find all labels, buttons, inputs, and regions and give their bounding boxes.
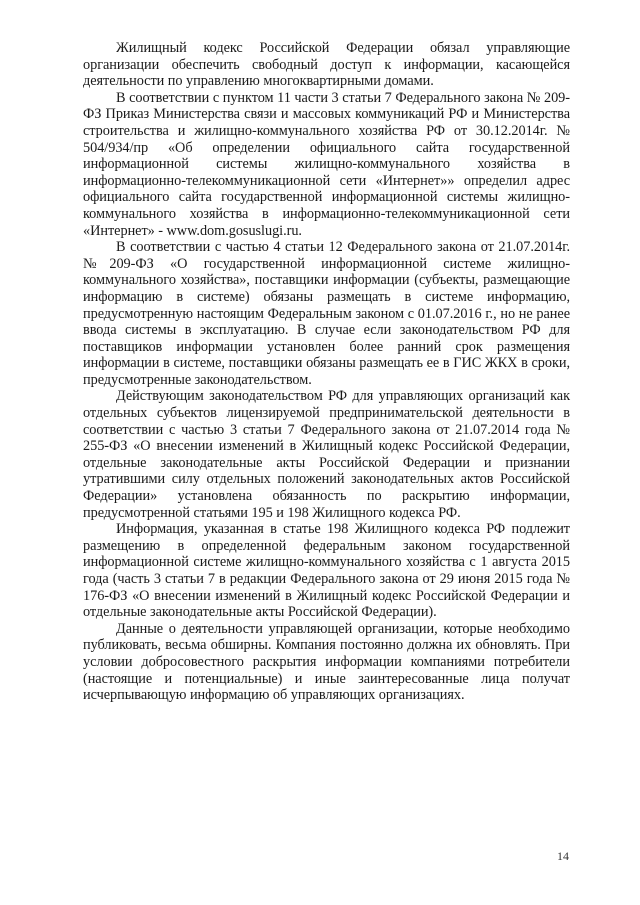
paragraph-official-site: В соответствии с пунктом 11 части 3 статьи 7 Федерального закона № 209-ФЗ Приказ Министерства связи и массовых коммуникаций РФ и Министерства строительства и жилищно-коммунального хозяйства РФ от 30.12.2014г. № 504/934/пр «Об определении официального сайта государственной информационной системы жилищно-коммунального хозяйства в информационно-телекоммуникационной сети «Интернет»» определил адрес официального сайта государственной информационной системы жилищно-коммунального хозяйства в информационно-телекоммуникационной сети «Интернет» - www.dom.gosuslugi.ru. xyxy=(83,89,570,239)
paragraph-information-providers: В соответствии с частью 4 статьи 12 Федерального закона от 21.07.2014г. №209-ФЗ «О государственной информационной системе жилищно-коммунального хозяйства», поставщики информации (субъекты, размещающие информацию в системе) обязаны размещать в системе информацию, предусмотренную настоящим Федеральным законом с 01.07.2016 г., но не ранее ввода системы в эксплуатацию. В случае если законодательством РФ для поставщиков информации установлен более ранний срок размещения информации в системе, поставщики обязаны размещать ее в ГИС ЖКХ в сроки, предусмотренные законодательством. xyxy=(83,239,570,388)
page-number: 14 xyxy=(557,849,569,863)
paragraph-article-198-info: Информация, указанная в статье 198 Жилищного кодекса РФ подлежит размещению в определенной федеральным законом государственной информационной системе жилищно-коммунального хозяйства с 1 августа 2015 года (часть 3 статьи 7 в редакции Федерального закона от 29 июня 2015 года № 176-ФЗ «О внесении изменений в Жилищный кодекс Российской Федерации и отдельные законодательные акты Российской Федерации). xyxy=(83,521,570,621)
paragraph-housing-code-obligation: Жилищный кодекс Российской Федерации обязал управляющие организации обеспечить свободный доступ к информации, касающейся деятельности по управлению многоквартирными домами. xyxy=(83,40,570,90)
document-body xyxy=(83,40,570,704)
paragraph-data-publication: Данные о деятельности управляющей организации, которые необходимо публиковать, весьма обширны. Компания постоянно должна их обновлять. При условии добросовестного раскрытия информации компаниями потребители (настоящие и потенциальные) и иные заинтересованные лица получат исчерпывающую информацию об управляющих организациях. xyxy=(83,620,570,704)
paragraph-disclosure-obligation: Действующим законодательством РФ для управляющих организаций как отдельных субъектов лицензируемой предпринимательской деятельности в соответствии с частью 3 статьи 7 Федерального закона от 21.07.2014 года № 255-ФЗ «О внесении изменений в Жилищный кодекс Российской Федерации, отдельные законодательные акты Российской Федерации и признании утратившими силу отдельных положений законодательных актов Российской Федерации» установлена обязанность по раскрытию информации, предусмотренной статьями 195 и 198 Жилищного кодекса РФ. xyxy=(83,388,570,521)
